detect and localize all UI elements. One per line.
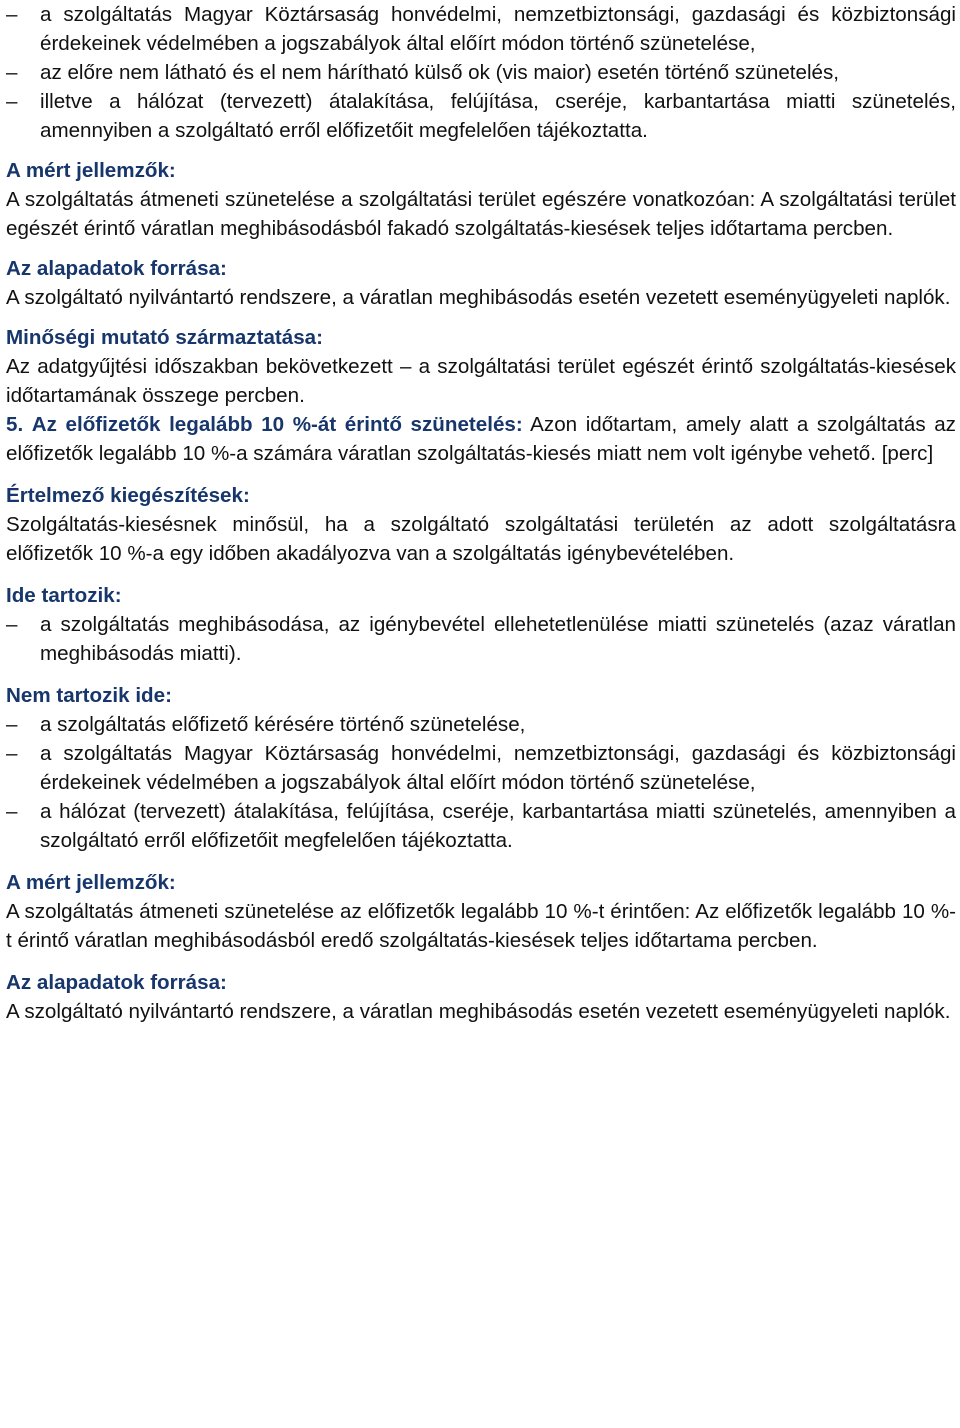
dash-bullet: –	[6, 61, 18, 84]
list-item-text: illetve a hálózat (tervezett) átalakítása, felújítása, cseréje, karbantartása miatti szünetelés, amennyiben a szolgáltató erről előfizetőit megfelelően tájékoztatta.	[40, 90, 956, 142]
list-item	[6, 710, 956, 739]
spacer	[6, 668, 956, 681]
list-item-text: az előre nem látható és el nem hárítható külső ok (vis maior) esetén történő szünetelés,	[40, 61, 839, 84]
source-text: A szolgáltató nyilvántartó rendszere, a váratlan meghibásodás esetén vezetett eseményügyeleti naplók.	[6, 1000, 951, 1023]
list-item	[6, 739, 956, 797]
section-title: Az előfizetők legalább 10 %-át érintő szünetelés:	[31, 413, 523, 436]
list-item	[6, 87, 956, 145]
section-number: 5.	[6, 413, 24, 436]
explanatory-heading: Értelmező kiegészítések:	[6, 484, 250, 507]
dash-bullet: –	[6, 3, 18, 26]
dash-bullet: –	[6, 613, 18, 636]
list-item	[6, 610, 956, 668]
document-page	[6, 0, 956, 1026]
section-definition: Azon időtartam, amely alatt a szolgáltatás az előfizetők legalább 10 %-a számára váratlan szolgáltatás-kiesés miatt nem volt igénybe vehető. [perc]	[6, 413, 956, 465]
excludes-list	[6, 710, 956, 855]
list-item	[6, 58, 956, 87]
measured-text: A szolgáltatás átmeneti szünetelése az előfizetők legalább 10 %-t érintően: Az előfizetők legalább 10 %-t érintő váratlan meghibásodásból eredő szolgáltatás-kiesések teljes időtartama percben.	[6, 900, 956, 952]
spacer	[6, 145, 956, 156]
dash-bullet: –	[6, 713, 18, 736]
spacer	[6, 468, 956, 481]
list-item-text: a hálózat (tervezett) átalakítása, felújítása, cseréje, karbantartása miatti szünetelés, amennyiben a szolgáltató erről előfizetőit megfelelően tájékoztatta.	[40, 800, 956, 852]
top-exclusion-list	[6, 0, 956, 145]
spacer	[6, 855, 956, 868]
dash-bullet: –	[6, 90, 18, 113]
source-text: A szolgáltató nyilvántartó rendszere, a váratlan meghibásodás esetén vezetett eseményügyeleti naplók.	[6, 286, 951, 309]
excludes-heading: Nem tartozik ide:	[6, 684, 172, 707]
includes-list	[6, 610, 956, 668]
source-heading: Az alapadatok forrása:	[6, 971, 227, 994]
includes-heading: Ide tartozik:	[6, 584, 122, 607]
spacer	[6, 312, 956, 323]
section-5-paragraph	[6, 410, 956, 468]
source-heading: Az alapadatok forrása:	[6, 257, 227, 280]
measured-text: A szolgáltatás átmeneti szünetelése a szolgáltatási terület egészére vonatkozóan: A szolgáltatási terület egészét érintő váratlan meghibásodásból fakadó szolgáltatás-kiesések teljes időtartama percben.	[6, 188, 956, 240]
dash-bullet: –	[6, 800, 18, 823]
list-item-text: a szolgáltatás előfizető kérésére történő szünetelése,	[40, 713, 526, 736]
measured-heading: A mért jellemzők:	[6, 871, 176, 894]
spacer	[6, 955, 956, 968]
spacer	[6, 568, 956, 581]
list-item	[6, 797, 956, 855]
list-item	[6, 0, 956, 58]
list-item-text: a szolgáltatás Magyar Köztársaság honvédelmi, nemzetbiztonsági, gazdasági és közbiztonsági érdekeinek védelmében a jogszabályok által előírt módon történő szünetelése,	[40, 742, 956, 794]
dash-bullet: –	[6, 742, 18, 765]
derivation-text: Az adatgyűjtési időszakban bekövetkezett – a szolgáltatási terület egészét érintő szolgáltatás-kiesések időtartamának összege percben.	[6, 355, 956, 407]
measured-heading: A mért jellemzők:	[6, 159, 176, 182]
derivation-heading: Minőségi mutató származtatása:	[6, 326, 323, 349]
explanatory-text: Szolgáltatás-kiesésnek minősül, ha a szolgáltató szolgáltatási területén az adott szolgáltatásra előfizetők 10 %-a egy időben akadályozva van a szolgáltatás igénybevételében.	[6, 513, 956, 565]
spacer	[6, 243, 956, 254]
list-item-text: a szolgáltatás meghibásodása, az igénybevétel ellehetetlenülése miatti szünetelés (azaz váratlan meghibásodás miatti).	[40, 613, 956, 665]
list-item-text: a szolgáltatás Magyar Köztársaság honvédelmi, nemzetbiztonsági, gazdasági és közbiztonsági érdekeinek védelmében a jogszabályok által előírt módon történő szünetelése,	[40, 3, 956, 55]
